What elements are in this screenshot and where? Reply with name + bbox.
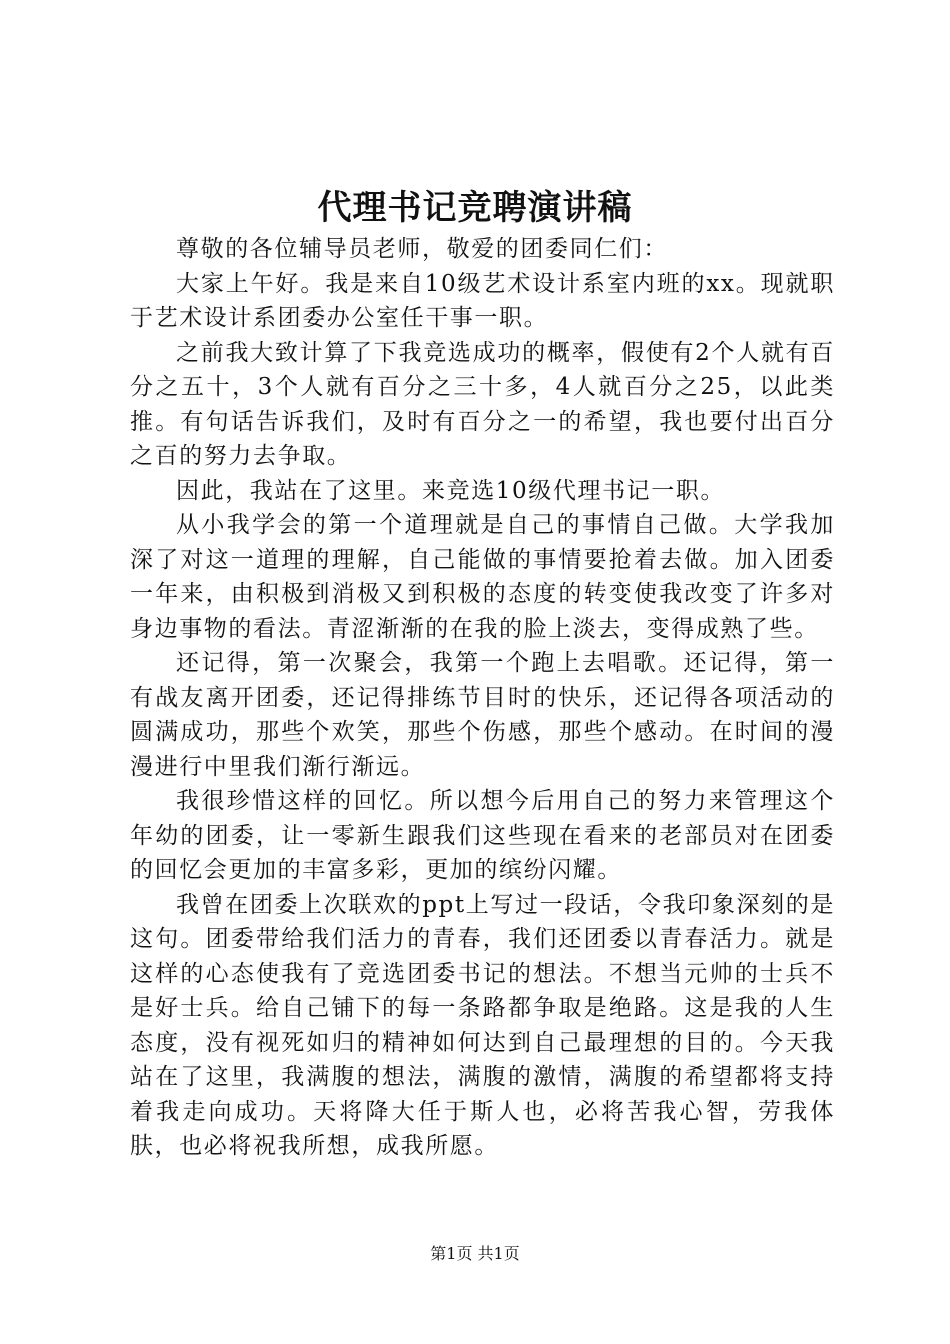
paragraph-intro: 大家上午好。我是来自10级艺术设计系室内班的xx。现就职于艺术设计系团委办公室任干事一职。 bbox=[130, 270, 835, 331]
paragraph-memories: 还记得，第一次聚会，我第一个跑上去唱歌。还记得，第一有战友离开团委，还记得排练节目时的快乐，还记得各项活动的圆满成功，那些个欢笑，那些个伤感，那些个感动。在时间的漫漫进行中里我们渐行渐远。 bbox=[130, 650, 835, 780]
paragraph-probability: 之前我大致计算了下我竞选成功的概率，假使有2个人就有百分之五十，3个人就有百分之三十多，4人就百分之25，以此类推。有句话告诉我们，及时有百分之一的希望，我也要付出百分之百的努力去争取。 bbox=[130, 339, 835, 469]
paragraph-cherish: 我很珍惜这样的回忆。所以想今后用自己的努力来管理这个年幼的团委，让一零新生跟我们这些现在看来的老部员对在团委的回忆会更加的丰富多彩，更加的缤纷闪耀。 bbox=[130, 788, 835, 883]
paragraph-conclusion: 我曾在团委上次联欢的ppt上写过一段话，令我印象深刻的是这句。团委带给我们活力的青春，我们还团委以青春活力。就是这样的心态使我有了竞选团委书记的想法。不想当元帅的士兵不是好士兵。给自己铺下的每一条路都争取是绝路。这是我的人生态度，没有视死如归的精神如何达到自己最理想的目的。今天我站在了这里，我满腹的想法，满腹的激情，满腹的希望都将支持着我走向成功。天将降大任于斯人也，必将苦我心智，劳我体肤，也必将祝我所想，成我所愿。 bbox=[130, 891, 835, 1159]
paragraph-growth: 从小我学会的第一个道理就是自己的事情自己做。大学我加深了对这一道理的理解，自己能做的事情要抢着去做。加入团委一年来，由积极到消极又到积极的态度的转变使我改变了许多对身边事物的看法。青涩渐渐的在我的脸上淡去，变得成熟了些。 bbox=[130, 512, 835, 642]
document-title: 代理书记竞聘演讲稿 bbox=[317, 188, 633, 228]
paragraph-purpose: 因此，我站在了这里。来竞选10级代理书记一职。 bbox=[176, 477, 726, 504]
paragraph-salutation: 尊敬的各位辅导员老师，敬爱的团委同仁们： bbox=[176, 236, 668, 262]
page-number-footer: 第1页 共1页 bbox=[430, 1244, 520, 1263]
document-body bbox=[130, 232, 835, 1164]
